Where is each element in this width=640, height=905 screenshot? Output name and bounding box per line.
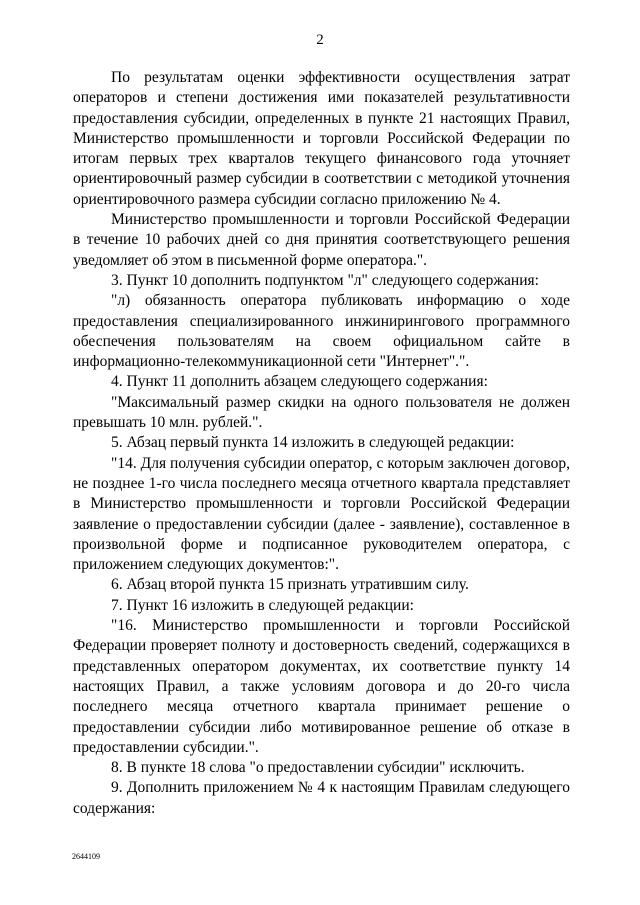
- paragraph: 5. Абзац первый пункта 14 изложить в следующей редакции:: [111, 434, 515, 452]
- paragraph: "Максимальный размер скидки на одного пользователя не должен превышать 10 млн. рублей.".: [73, 393, 570, 432]
- paragraph: 9. Дополнить приложением № 4 к настоящим Правилам следующего содержания:: [73, 779, 570, 817]
- paragraph: "л) обязанность оператора публиковать информацию о ходе предоставления специализированного инжинирингового программного обеспечения пользователям на своем официальном сайте в информационно-телекоммуникационной сети "Интернет".".: [73, 292, 570, 371]
- page-number: 2: [316, 32, 324, 48]
- paragraph: 8. В пункте 18 слова "о предоставлении субсидии" исключить.: [111, 759, 525, 777]
- document-code: 2644109: [72, 852, 100, 861]
- paragraph: 4. Пункт 11 дополнить абзацем следующего содержания:: [111, 373, 488, 391]
- paragraph: По результатам оценки эффективности осуществления затрат операторов и степени достижения ими показателей результативности предоставления субсидии, определенных в пункте 21 настоящих Правил, Министерство промышленности и торговли Российской Федерации по итогам первых трех кварталов текущего финансового года уточняет ориентировочный размер субсидии в соответствии с методикой уточнения ориентировочного размера субсидии согласно приложению № 4.: [73, 69, 570, 208]
- paragraph: "16. Министерство промышленности и торговли Российской Федерации проверяет полноту и достоверность сведений, содержащихся в представленных оператором документах, их соответствие пункту 14 настоящих Правил, а также условиям договора и до 20-го числа последнего месяца отчетного квартала принимает решение о предоставлении субсидии либо мотивированное решение об отказе в предоставлении субсидии.".: [73, 617, 570, 756]
- paragraph: Министерство промышленности и торговли Российской Федерации в течение 10 рабочих дней со дня принятия соответствующего решения уведомляет об этом в письменной форме оператора.".: [73, 211, 570, 269]
- paragraph: 3. Пункт 10 дополнить подпунктом "л" следующего содержания:: [111, 271, 539, 289]
- paragraph: "14. Для получения субсидии оператор, с которым заключен договор, не позднее 1-го числа последнего месяца отчетного квартала представляет в Министерство промышленности и торговли Российской Федерации заявление о предоставлении субсидии (далее - заявление), составленное в произвольной форме и подписанное руководителем оператора, с приложением следующих документов:".: [73, 454, 570, 574]
- paragraph: 7. Пункт 16 изложить в следующей редакции:: [111, 596, 414, 614]
- paragraph: 6. Абзац второй пункта 15 признать утратившим силу.: [111, 576, 469, 594]
- document-body: [73, 68, 570, 819]
